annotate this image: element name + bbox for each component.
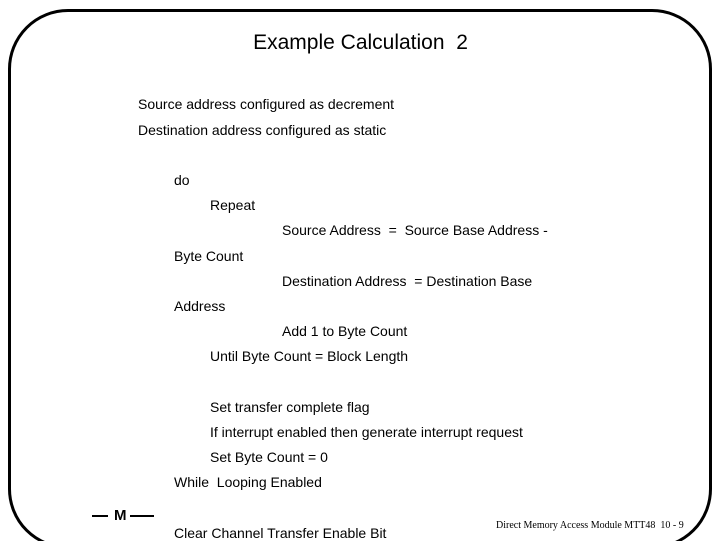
text-line-set-flag: Set transfer complete flag <box>210 399 370 415</box>
slide-footer: Direct Memory Access Module MTT48 10 - 9 <box>496 520 684 531</box>
text-line-source-config: Source address configured as decrement <box>138 96 395 112</box>
text-line-destination-address: Destination Address = Destination Base <box>282 273 533 289</box>
text-line-add-one: Add 1 to Byte Count <box>282 323 408 339</box>
text-line-interrupt: If interrupt enabled then generate interrupt request <box>210 424 523 440</box>
slide-title: Example Calculation 2 <box>253 31 468 54</box>
motorola-logo <box>92 508 156 524</box>
text-line-clear-channel: Clear Channel Transfer Enable Bit <box>174 525 387 541</box>
logo-letter: M <box>114 507 127 524</box>
text-line-source-address: Source Address = Source Base Address - <box>282 222 548 238</box>
text-line-byte-count: Byte Count <box>174 248 244 264</box>
text-line-repeat: Repeat <box>210 197 256 213</box>
text-line-address: Address <box>174 298 226 314</box>
text-line-destination-config: Destination address configured as static <box>138 122 387 138</box>
text-line-do: do <box>174 172 190 188</box>
text-line-until: Until Byte Count = Block Length <box>210 348 409 364</box>
text-line-while: While Looping Enabled <box>174 474 322 490</box>
text-line-set-byte-count: Set Byte Count = 0 <box>210 449 328 465</box>
